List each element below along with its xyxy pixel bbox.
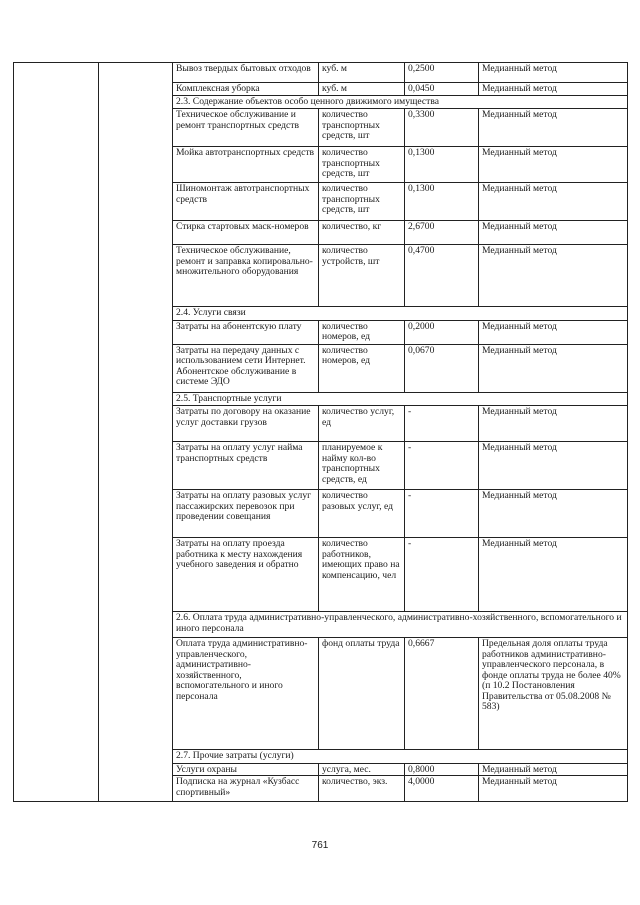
method-cell: Медианный метод bbox=[479, 109, 628, 147]
unit-cell: количество транспортных средств, шт bbox=[319, 109, 405, 147]
section-heading: 2.3. Содержание объектов особо ценного движимого имущества bbox=[173, 95, 628, 109]
unit-cell: количество, кг bbox=[319, 221, 405, 245]
cost-norms-table bbox=[13, 62, 628, 802]
unit-cell: количество услуг, ед bbox=[319, 406, 405, 442]
expense-name-cell: Затраты на абонентскую плату bbox=[173, 320, 319, 344]
section-heading: 2.4. Услуги связи bbox=[173, 307, 628, 321]
expense-name-cell: Услуги охраны bbox=[173, 763, 319, 776]
method-cell: Предельная доля оплаты труда работников административно-управленческого персонала, в фонде оплаты труда не более 40% (п 10.2 Постановления Правительства от 05.08.2008 № 583) bbox=[479, 638, 628, 750]
method-cell: Медианный метод bbox=[479, 763, 628, 776]
method-cell: Медианный метод bbox=[479, 442, 628, 490]
unit-cell: фонд оплаты труда bbox=[319, 638, 405, 750]
unit-cell: куб. м bbox=[319, 63, 405, 83]
expense-name-cell: Затраты на оплату проезда работника к месту нахождения учебного заведения и обратно bbox=[173, 538, 319, 612]
unit-cell: количество работников, имеющих право на компенсацию, чел bbox=[319, 538, 405, 612]
coefficient-cell: 0,0670 bbox=[405, 344, 479, 392]
expense-name-cell: Шиномонтаж автотранспортных средств bbox=[173, 183, 319, 221]
coefficient-cell: 0,0450 bbox=[405, 83, 479, 96]
expense-name-cell: Затраты по договору на оказание услуг доставки грузов bbox=[173, 406, 319, 442]
section-heading: 2.7. Прочие затраты (услуги) bbox=[173, 750, 628, 764]
method-cell: Медианный метод bbox=[479, 183, 628, 221]
blank-col-1 bbox=[14, 63, 99, 802]
method-cell: Медианный метод bbox=[479, 320, 628, 344]
expense-name-cell: Техническое обслуживание, ремонт и заправка копировально-множительного оборудования bbox=[173, 245, 319, 307]
unit-cell: количество транспортных средств, шт bbox=[319, 147, 405, 183]
section-heading: 2.6. Оплата труда административно-управленческого, административно-хозяйственного, вспомогательного и иного персонала bbox=[173, 612, 628, 638]
method-cell: Медианный метод bbox=[479, 147, 628, 183]
coefficient-cell: - bbox=[405, 442, 479, 490]
coefficient-cell: - bbox=[405, 490, 479, 538]
coefficient-cell: 0,4700 bbox=[405, 245, 479, 307]
coefficient-cell: 0,8000 bbox=[405, 763, 479, 776]
expense-name-cell: Затраты на оплату разовых услуг пассажирских перевозок при проведении совещания bbox=[173, 490, 319, 538]
method-cell: Медианный метод bbox=[479, 344, 628, 392]
method-cell: Медианный метод bbox=[479, 406, 628, 442]
unit-cell: количество, экз. bbox=[319, 776, 405, 802]
expense-name-cell: Оплата труда административно-управленческого, административно-хозяйственного, вспомогательного и иного персонала bbox=[173, 638, 319, 750]
coefficient-cell: - bbox=[405, 538, 479, 612]
expense-name-cell: Стирка стартовых маск-номеров bbox=[173, 221, 319, 245]
coefficient-cell: 4,0000 bbox=[405, 776, 479, 802]
unit-cell: количество номеров, ед bbox=[319, 344, 405, 392]
method-cell: Медианный метод bbox=[479, 538, 628, 612]
section-heading: 2.5. Транспортные услуги bbox=[173, 392, 628, 406]
coefficient-cell: 2,6700 bbox=[405, 221, 479, 245]
table-row bbox=[14, 63, 628, 83]
method-cell: Медианный метод bbox=[479, 490, 628, 538]
coefficient-cell: 0,6667 bbox=[405, 638, 479, 750]
expense-name-cell: Мойка автотранспортных средств bbox=[173, 147, 319, 183]
coefficient-cell: 0,1300 bbox=[405, 147, 479, 183]
unit-cell: услуга, мес. bbox=[319, 763, 405, 776]
method-cell: Медианный метод bbox=[479, 83, 628, 96]
blank-col-2 bbox=[99, 63, 173, 802]
unit-cell: количество номеров, ед bbox=[319, 320, 405, 344]
expense-name-cell: Подписка на журнал «Кузбасс спортивный» bbox=[173, 776, 319, 802]
coefficient-cell: 0,2500 bbox=[405, 63, 479, 83]
unit-cell: количество транспортных средств, шт bbox=[319, 183, 405, 221]
expense-name-cell: Затраты на передачу данных с использованием сети Интернет. Абонентское обслуживание в системе ЭДО bbox=[173, 344, 319, 392]
expense-name-cell: Комплексная уборка bbox=[173, 83, 319, 96]
method-cell: Медианный метод bbox=[479, 63, 628, 83]
page-number: 761 bbox=[311, 840, 329, 851]
method-cell: Медианный метод bbox=[479, 776, 628, 802]
method-cell: Медианный метод bbox=[479, 245, 628, 307]
coefficient-cell: 0,1300 bbox=[405, 183, 479, 221]
unit-cell: куб. м bbox=[319, 83, 405, 96]
expense-name-cell: Вывоз твердых бытовых отходов bbox=[173, 63, 319, 83]
coefficient-cell: - bbox=[405, 406, 479, 442]
coefficient-cell: 0,2000 bbox=[405, 320, 479, 344]
method-cell: Медианный метод bbox=[479, 221, 628, 245]
unit-cell: количество устройств, шт bbox=[319, 245, 405, 307]
expense-name-cell: Техническое обслуживание и ремонт транспортных средств bbox=[173, 109, 319, 147]
expense-name-cell: Затраты на оплату услуг найма транспортных средств bbox=[173, 442, 319, 490]
coefficient-cell: 0,3300 bbox=[405, 109, 479, 147]
unit-cell: количество разовых услуг, ед bbox=[319, 490, 405, 538]
unit-cell: планируемое к найму кол-во транспортных средств, ед bbox=[319, 442, 405, 490]
